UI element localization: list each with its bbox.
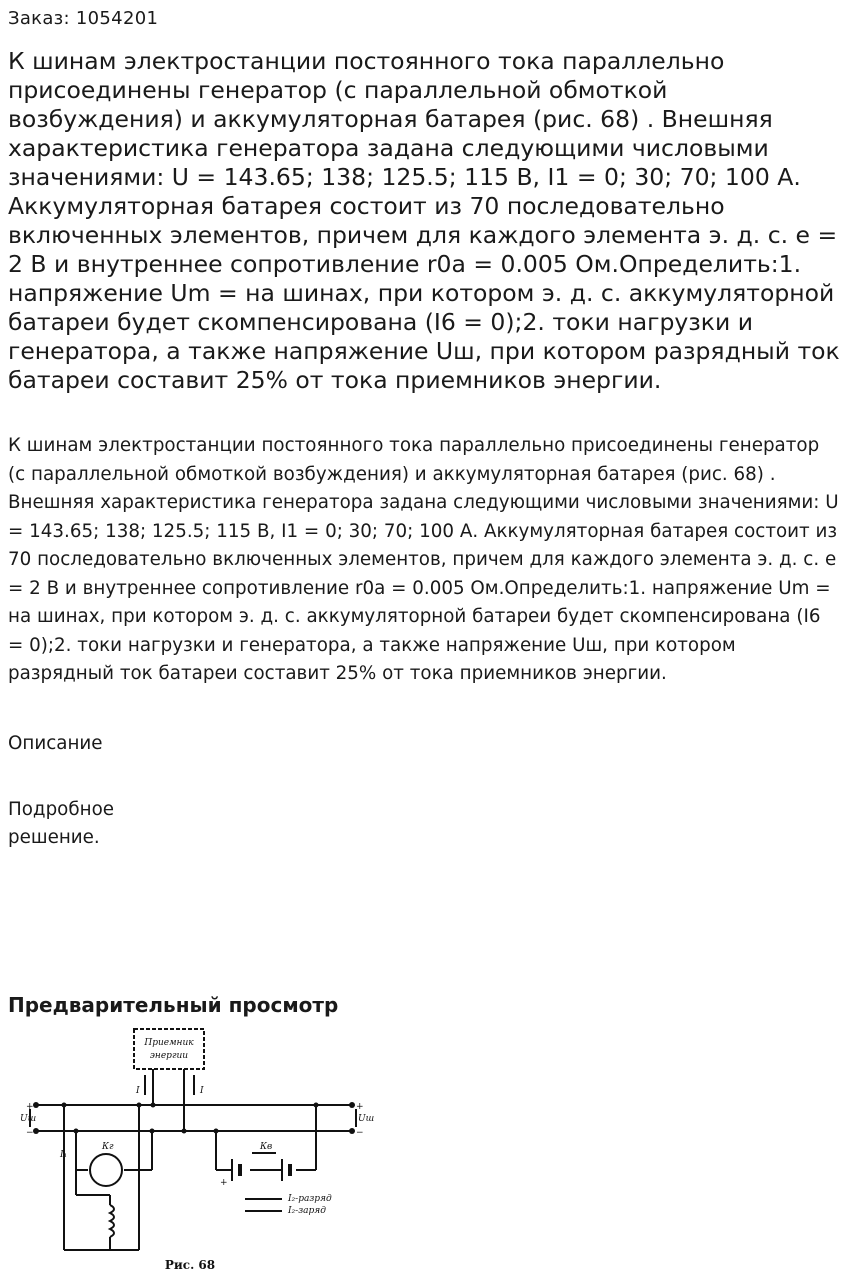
load-box (134, 1029, 204, 1069)
battery-label: Кв (260, 1142, 273, 1152)
task-title: К шинам электростанции постоянного тока параллельно присоединены генератор (с параллельной обмоткой возбуждения) и аккумуляторная батарея (рис. 68) . Внешняя характеристика генератора задана следующими числовыми значениями: U = 143.65; 138; 125.5; 115 В, I1 = 0; 30; 70; 100 А. Аккумуляторная батарея состоит из 70 последовательно включенных элементов, причем для каждого элемента э. д. с. е = 2 В и внутреннее сопротивление r0а = 0.005 Ом.Определить:1. напряжение Um = на шинах, при котором э. д. с. аккумуляторной батареи будет скомпенсирована (I6 = 0);2. токи нагрузки и генератора, а также напряжение Uш, при котором разрядный ток батареи составит 25% от тока приемников энергии. (8, 47, 840, 394)
figure-caption: Рис. 68 (164, 1258, 216, 1272)
voltage-right-label: Uш (358, 1114, 375, 1124)
minus-left: − (26, 1128, 34, 1138)
current-label: I (136, 1086, 140, 1096)
plus-left: + (26, 1102, 34, 1112)
circuit-figure (20, 1025, 380, 1275)
plus-right: + (356, 1102, 364, 1112)
order-number: Заказ: 1054201 (8, 8, 159, 29)
gen-current-label: I₁ (60, 1150, 68, 1160)
legend-discharge: I₂-разряд (288, 1194, 332, 1204)
legend-charge: I₂-заряд (288, 1206, 326, 1216)
solution-label: Подробное решение. (8, 799, 115, 848)
generator-label: Кг (102, 1142, 114, 1152)
plus-battery: + (220, 1178, 228, 1188)
current-label-right: I (200, 1086, 204, 1096)
voltage-left-label: Uш (20, 1114, 37, 1124)
preview-heading: Предварительный просмотр (8, 993, 339, 1017)
minus-right: − (356, 1128, 364, 1138)
load-box-label-2: энергии (149, 1051, 189, 1061)
description-label: Описание (8, 733, 103, 754)
task-body: К шинам электростанции постоянного тока параллельно присоединены генератор (с параллельной обмоткой возбуждения) и аккумуляторная батарея (рис. 68) . Внешняя характеристика генератора задана следующими числовыми значениями: U = 143.65; 138; 125.5; 115 В, I1 = 0; 30; 70; 100 А. Аккумуляторная батарея состоит из 70 последовательно включенных элементов, причем для каждого элемента э. д. с. е = 2 В и внутреннее сопротивление r0а = 0.005 Ом.Определить:1. напряжение Um = на шинах, при котором э. д. с. аккумуляторной батареи будет скомпенсирована (I6 = 0);2. токи нагрузки и генератора, а также напряжение Uш, при котором разрядный ток батареи составит 25% от тока приемников энергии. (8, 435, 839, 684)
field-winding-icon (110, 1205, 114, 1237)
load-box-label-1: Приемник (144, 1038, 194, 1048)
generator-icon (90, 1154, 122, 1186)
